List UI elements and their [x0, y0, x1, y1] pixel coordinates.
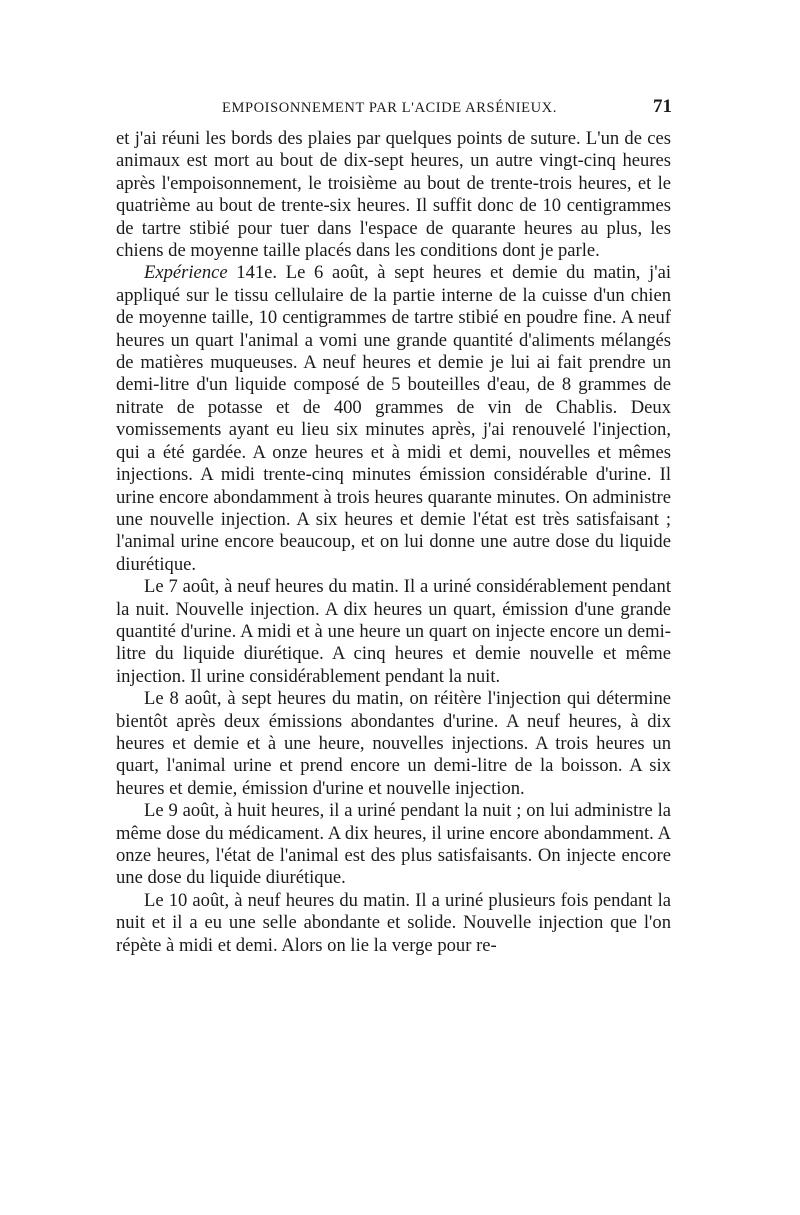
paragraph-10-aout: Le 10 août, à neuf heures du matin. Il a uriné plusieurs fois pendant la nuit et il a eu une selle abondante et solide. Nouvelle injection que l'on répète à midi et demi. Alors on lie la verge pour re- — [116, 889, 671, 956]
paragraph-8-aout: Le 8 août, à sept heures du matin, on réitère l'injection qui détermine bientôt après deux émissions abondantes d'urine. A neuf heures, à dix heures et demie et à une heure, nouvelles injections. A trois heures un quart, l'animal urine et prend encore un demi-litre de la boisson. A six heures et demie, émission d'urine et nouvelle injection. — [116, 688, 671, 799]
paragraph-7-aout: Le 7 août, à neuf heures du matin. Il a uriné considérablement pendant la nuit. Nouvelle injection. A dix heures un quart, émission d'une grande quantité d'urine. A midi et à une heure un quart on injecte encore un demi-litre du liquide diurétique. A cinq heures et demie nouvelle et même injection. Il urine considérablement pendant la nuit. — [116, 576, 671, 687]
running-head — [132, 96, 672, 122]
experience-label: Expérience — [144, 262, 228, 284]
paragraph-experience — [116, 262, 671, 576]
experience-text: 141e. Le 6 août, à sept heures et demie du matin, j'ai appliqué sur le tissu cellulaire de la partie interne de la cuisse d'un chien de moyenne taille, 10 centigrammes de tartre stibié en poudre fine. A neuf heures un quart l'animal a vomi une grande quantité d'aliments mélangés de matières muqueuses. A neuf heures et demie je lui ai fait prendre un demi-litre d'un liquide composé de 5 bouteilles d'eau, de 8 grammes de nitrate de potasse et de 400 grammes de vin de Chablis. Deux vomissements ayant eu lieu six minutes après, j'ai renouvelé l'injection, qui a été gardée. A onze heures et à midi et demi, nouvelles et mêmes injections. A midi trente-cinq minutes émission considérable d'urine. Il urine encore abondamment à trois heures quarante minutes. On administre une nouvelle injection. A six heures et demie l'état est très satisfaisant ; l'animal urine encore beaucoup, et on lui donne une autre dose du liquide diurétique. — [116, 262, 671, 575]
paragraph-continuation: et j'ai réuni les bords des plaies par quelques points de suture. L'un de ces animaux est mort au bout de dix-sept heures, un autre vingt-cinq heures après l'empoisonnement, le troisième au bout de trente-trois heures, et le quatrième au bout de trente-six heures. Il suffit donc de 10 centigrammes de tartre stibié pour tuer dans l'espace de quarante heures au plus, les chiens de moyenne taille placés dans les conditions dont je parle. — [116, 128, 671, 262]
page-number: 71 — [653, 96, 672, 117]
paragraph-9-aout: Le 9 août, à huit heures, il a uriné pendant la nuit ; on lui administre la même dose du médicament. A dix heures, il urine encore abondamment. A onze heures, l'état de l'animal est des plus satisfaisants. On injecte encore une dose du liquide diurétique. — [116, 800, 671, 889]
body-text — [116, 128, 671, 957]
running-title: EMPOISONNEMENT PAR L'ACIDE ARSÉNIEUX. — [222, 100, 557, 116]
